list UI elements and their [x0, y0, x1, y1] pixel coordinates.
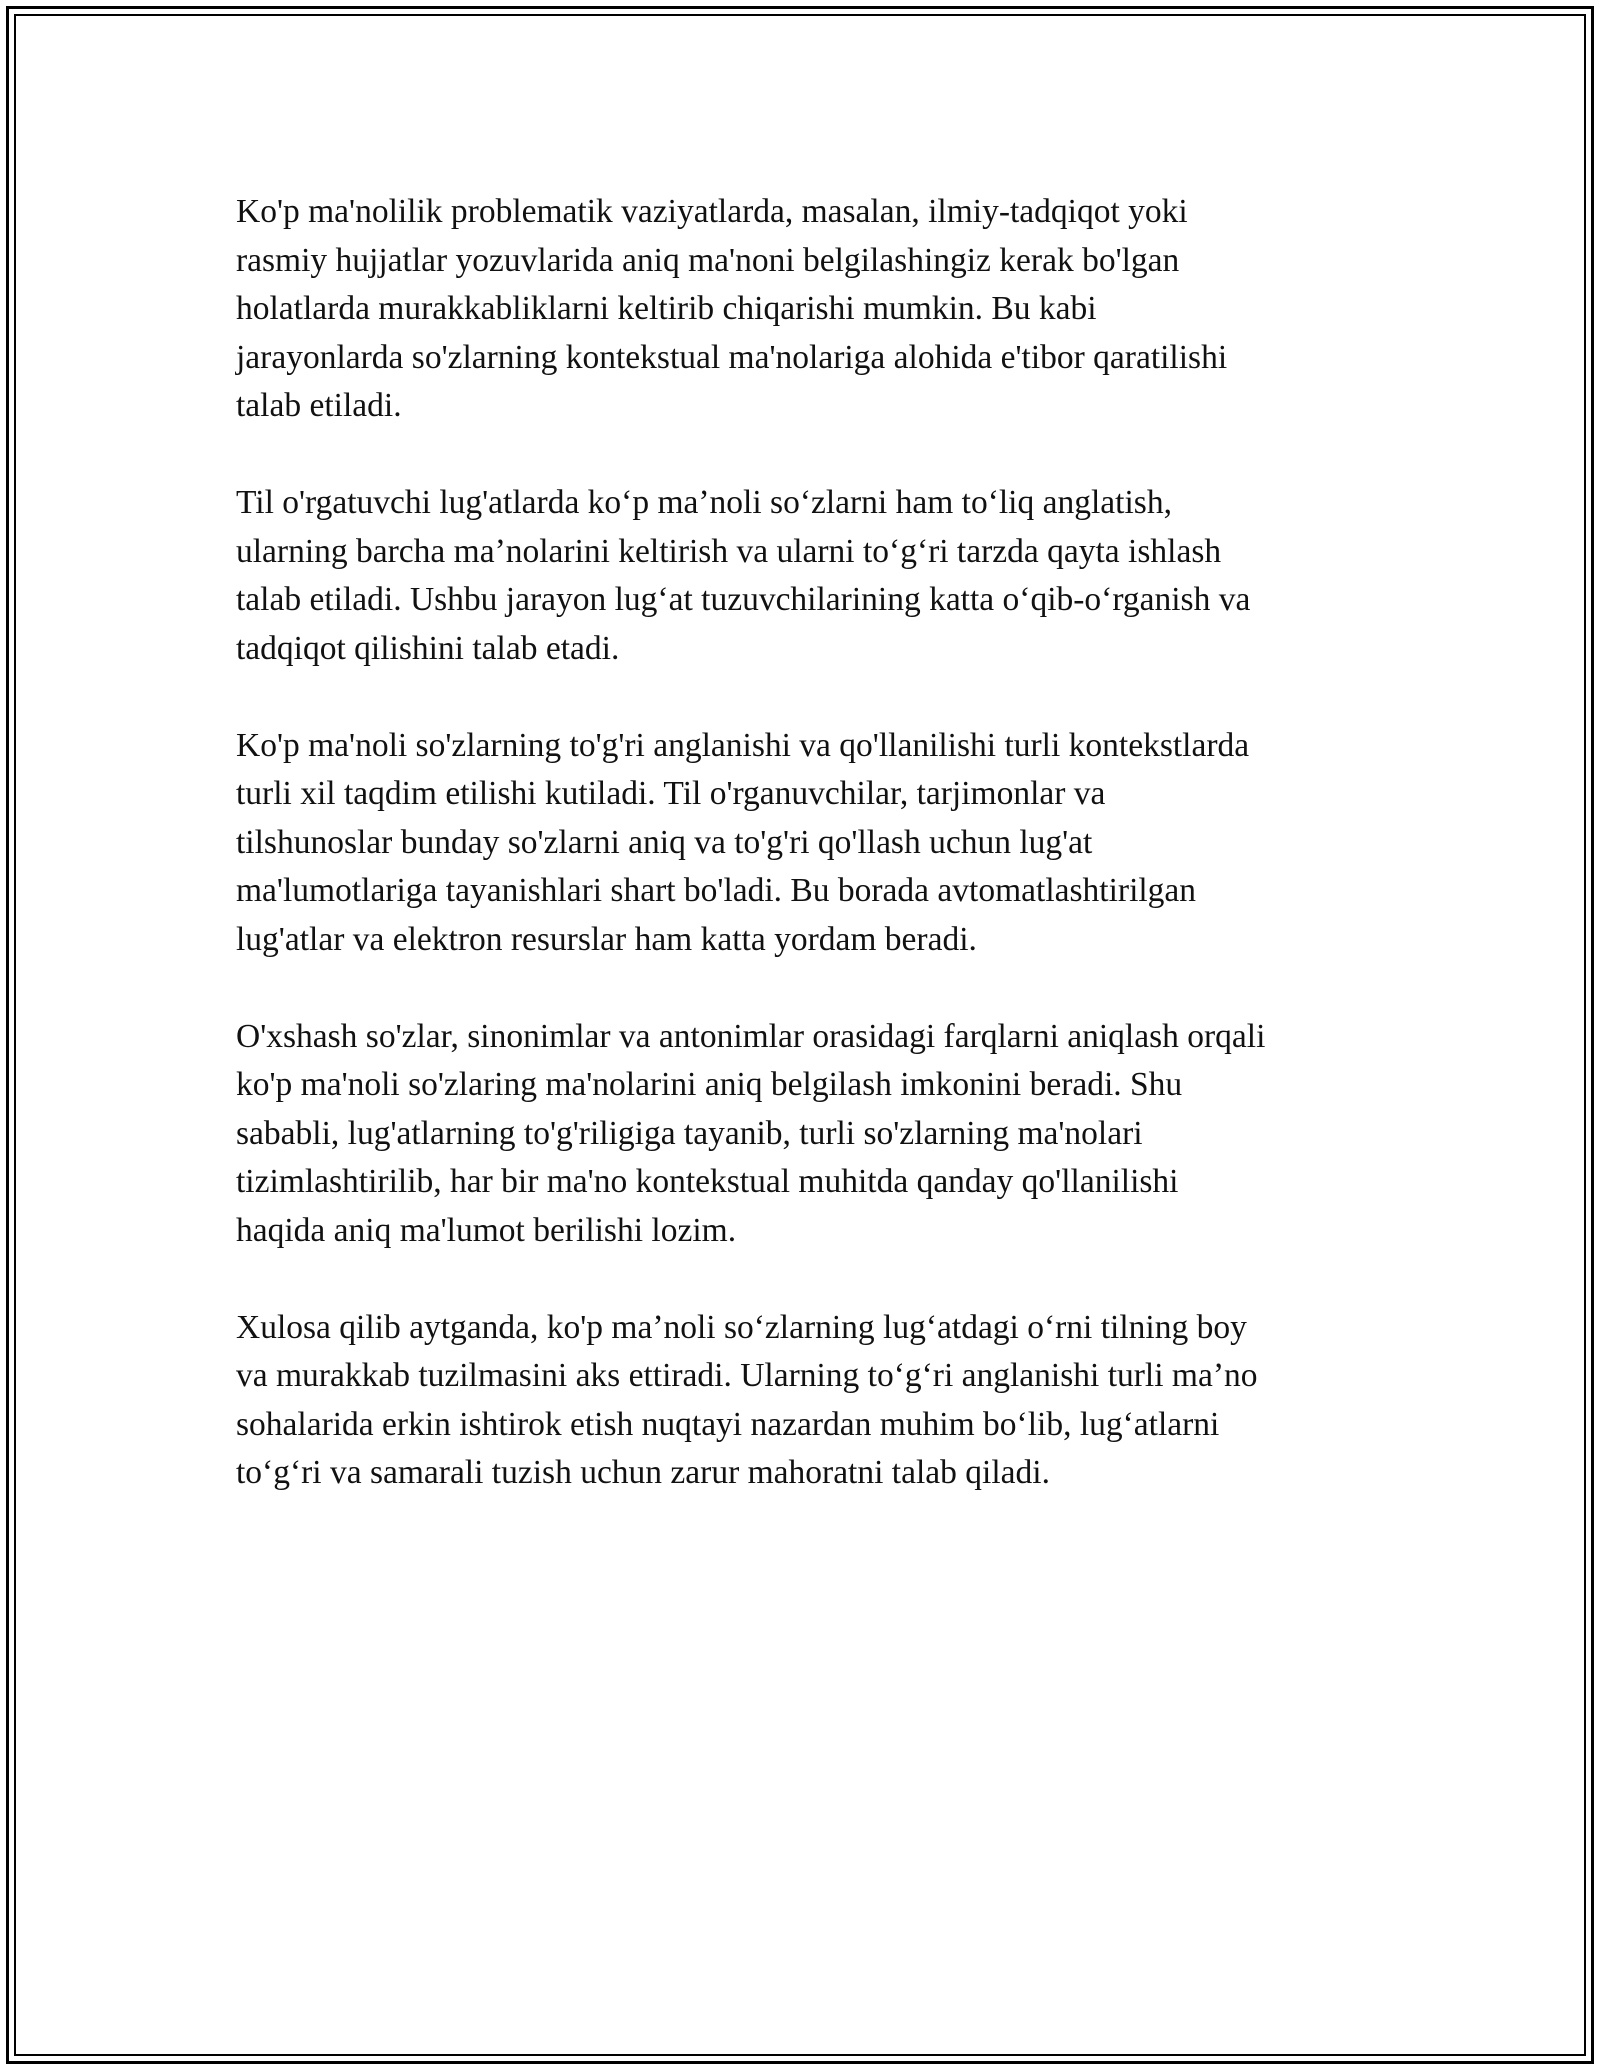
document-body	[236, 188, 1376, 1546]
paragraph-line: haqida aniq ma'lumot berilishi lozim.	[236, 1211, 737, 1249]
paragraph-line: tilshunoslar bunday so'zlarni aniq va to'g'ri qo'llash uchun lug'at	[236, 823, 1093, 861]
paragraph-line: O'xshash so'zlar, sinonimlar va antonimlar orasidagi farqlarni aniqlash orqali	[236, 1017, 1266, 1055]
paragraph-line: lug'atlar va elektron resurslar ham katta yordam beradi.	[236, 920, 977, 958]
paragraph-line: ma'lumotlariga tayanishlari shart bo'ladi. Bu borada avtomatlashtirilgan	[236, 872, 1197, 909]
paragraph-line: toʻgʻri va samarali tuzish uchun zarur mahoratni talab qiladi.	[236, 1454, 1050, 1491]
paragraph-line: Ko'p ma'noli so'zlarning to'g'ri anglanishi va qo'llanilishi turli kontekstlarda	[236, 726, 1250, 764]
paragraph-line: Til o'rgatuvchi lug'atlarda koʻp maʼnoli soʻzlarni ham toʻliq anglatish,	[236, 484, 1172, 521]
paragraph-line: tadqiqot qilishini talab etadi.	[236, 629, 620, 667]
paragraph-line: va murakkab tuzilmasini aks ettiradi. Ularning toʻgʻri anglanishi turli maʼno	[236, 1357, 1258, 1394]
paragraph-line: ko'p ma'noli so'zlaring ma'nolarini aniq belgilash imkonini beradi. Shu	[236, 1066, 1183, 1103]
paragraph-line: rasmiy hujjatlar yozuvlarida aniq ma'noni belgilashingiz kerak bo'lgan	[236, 241, 1180, 279]
paragraph-2	[236, 479, 1376, 673]
paragraph-3	[236, 722, 1376, 965]
paragraph-line: ularning barcha maʼnolarini keltirish va ularni toʻgʻri tarzda qayta ishlash	[236, 532, 1222, 570]
paragraph-line: sababli, lug'atlarning to'g'riligiga tayanib, turli so'zlarning ma'nolari	[236, 1114, 1143, 1152]
paragraph-line: sohalarida erkin ishtirok etish nuqtayi nazardan muhim boʻlib, lugʻatlarni	[236, 1405, 1220, 1443]
paragraph-line: holatlarda murakkabliklarni keltirib chiqarishi mumkin. Bu kabi	[236, 290, 1097, 327]
paragraph-line: talab etiladi. Ushbu jarayon lugʻat tuzuvchilarining katta oʻqib-oʻrganish va	[236, 581, 1251, 618]
paragraph-line: Ko'p ma'nolilik problematik vaziyatlarda, masalan, ilmiy-tadqiqot yoki	[236, 193, 1188, 230]
paragraph-line: tizimlashtirilib, har bir ma'no kontekstual muhitda qanday qo'llanilishi	[236, 1163, 1179, 1200]
paragraph-5	[236, 1304, 1376, 1498]
paragraph-line: turli xil taqdim etilishi kutiladi. Til o'rganuvchilar, tarjimonlar va	[236, 775, 1106, 812]
paragraph-line: Xulosa qilib aytganda, ko'p maʼnoli soʻzlarning lugʻatdagi oʻrni tilning boy	[236, 1308, 1247, 1346]
paragraph-1	[236, 188, 1376, 431]
paragraph-line: jarayonlarda so'zlarning kontekstual ma'nolariga alohida e'tibor qaratilishi	[236, 338, 1228, 376]
paragraph-4	[236, 1013, 1376, 1256]
paragraph-line: talab etiladi.	[236, 387, 402, 424]
